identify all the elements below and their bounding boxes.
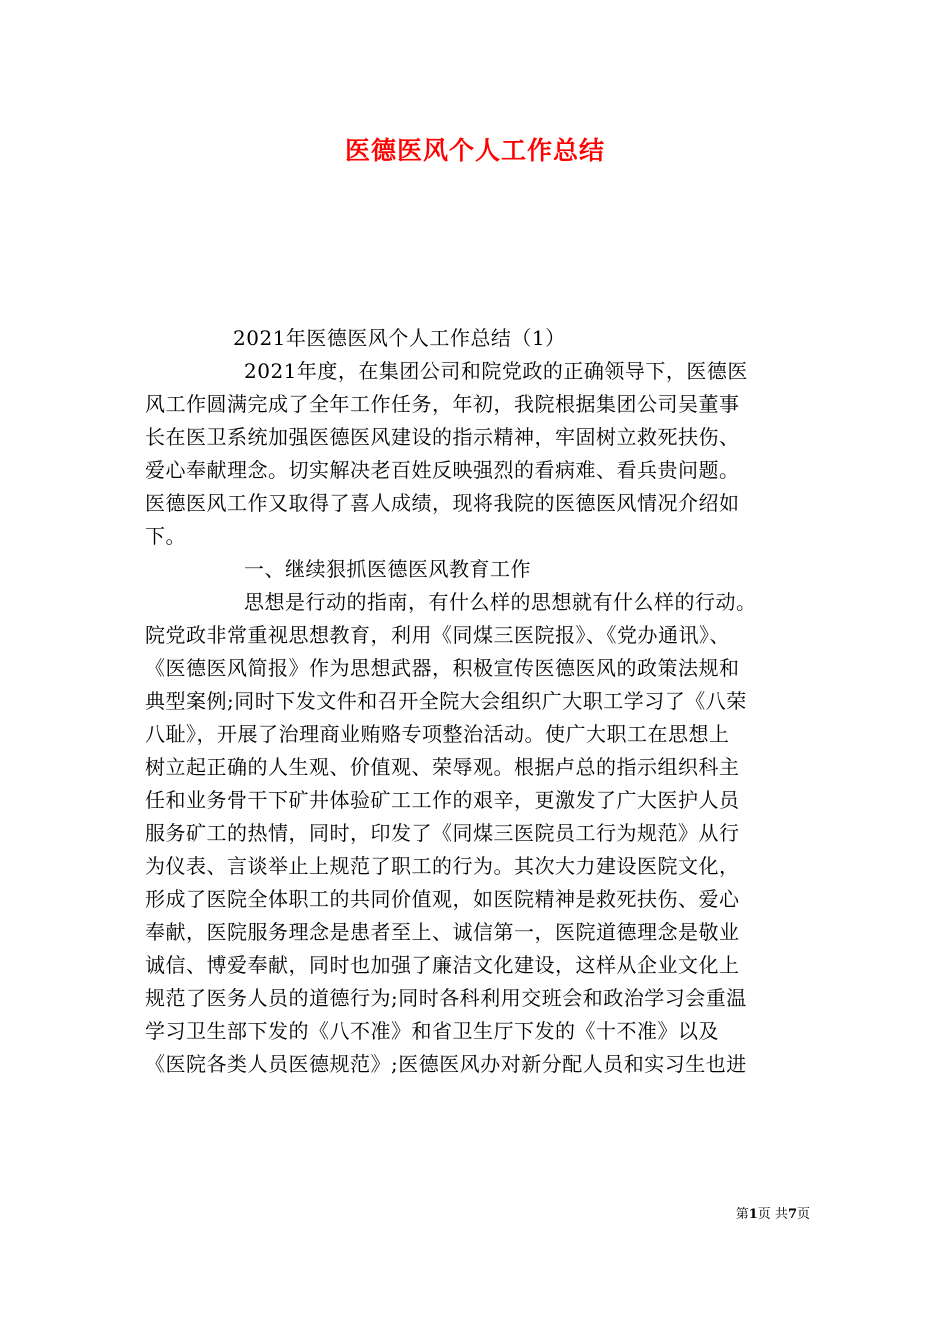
- paragraph-line: 下。: [145, 524, 186, 548]
- paragraph-line: 为仪表、言谈举止上规范了职工的行为。其次大力建设医院文化，: [145, 854, 740, 878]
- paragraph-line: 2021年度，在集团公司和院党政的正确领导下，医德医: [244, 359, 748, 383]
- footer-total-pages: 7: [787, 1207, 797, 1222]
- paragraph-line: 形成了医院全体职工的共同价值观，如医院精神是救死扶伤、爱心: [145, 887, 740, 911]
- paragraph-line: 长在医卫系统加强医德医风建设的指示精神，牢固树立救死扶伤、: [145, 425, 740, 449]
- footer-middle: 页 共: [757, 1207, 788, 1222]
- footer-prefix: 第: [735, 1207, 749, 1222]
- paragraph-line: 八耻》，开展了治理商业贿赂专项整治活动。使广大职工在思想上: [145, 722, 730, 746]
- subsection-heading: 一、继续狠抓医德医风教育工作: [244, 557, 531, 581]
- paragraph-line: 《医院各类人员医德规范》;医德医风办对新分配人员和实习生也进: [145, 1052, 747, 1076]
- paragraph-line: 任和业务骨干下矿井体验矿工工作的艰辛，更激发了广大医护人员: [145, 788, 740, 812]
- paragraph-line: 服务矿工的热情，同时，印发了《同煤三医院员工行为规范》从行: [145, 821, 740, 845]
- section-heading: 2021年医德医风个人工作总结（1）: [233, 326, 566, 350]
- document-body: [145, 322, 810, 1081]
- paragraph-line: 风工作圆满完成了全年工作任务，年初，我院根据集团公司吴董事: [145, 392, 740, 416]
- paragraph-line: 学习卫生部下发的《八不准》和省卫生厅下发的《十不准》以及: [145, 1019, 719, 1043]
- page-footer: [700, 1206, 810, 1224]
- paragraph-line: 规范了医务人员的道德行为;同时各科利用交班会和政治学习会重温: [145, 986, 747, 1010]
- paragraph-line: 奉献，医院服务理念是患者至上、诚信第一，医院道德理念是敬业: [145, 920, 740, 944]
- paragraph-line: 《医德医风简报》作为思想武器，积极宣传医德医风的政策法规和: [145, 656, 740, 680]
- paragraph-line: 医德医风工作又取得了喜人成绩，现将我院的医德医风情况介绍如: [145, 491, 740, 515]
- footer-suffix: 页: [796, 1207, 810, 1222]
- paragraph-line: 爱心奉献理念。切实解决老百姓反映强烈的看病难、看兵贵问题。: [145, 458, 740, 482]
- paragraph-line: 思想是行动的指南，有什么样的思想就有什么样的行动。: [244, 590, 757, 614]
- paragraph-line: 树立起正确的人生观、价值观、荣辱观。根据卢总的指示组织科主: [145, 755, 740, 779]
- paragraph-line: 诚信、博爱奉献，同时也加强了廉洁文化建设，这样从企业文化上: [145, 953, 740, 977]
- paragraph-line: 院党政非常重视思想教育，利用《同煤三医院报》、《党办通讯》、: [145, 623, 730, 647]
- document-title: 医德医风个人工作总结: [344, 136, 605, 165]
- paragraph-line: 典型案例;同时下发文件和召开全院大会组织广大职工学习了《八荣: [145, 689, 747, 713]
- footer-page-number: 1: [748, 1207, 758, 1222]
